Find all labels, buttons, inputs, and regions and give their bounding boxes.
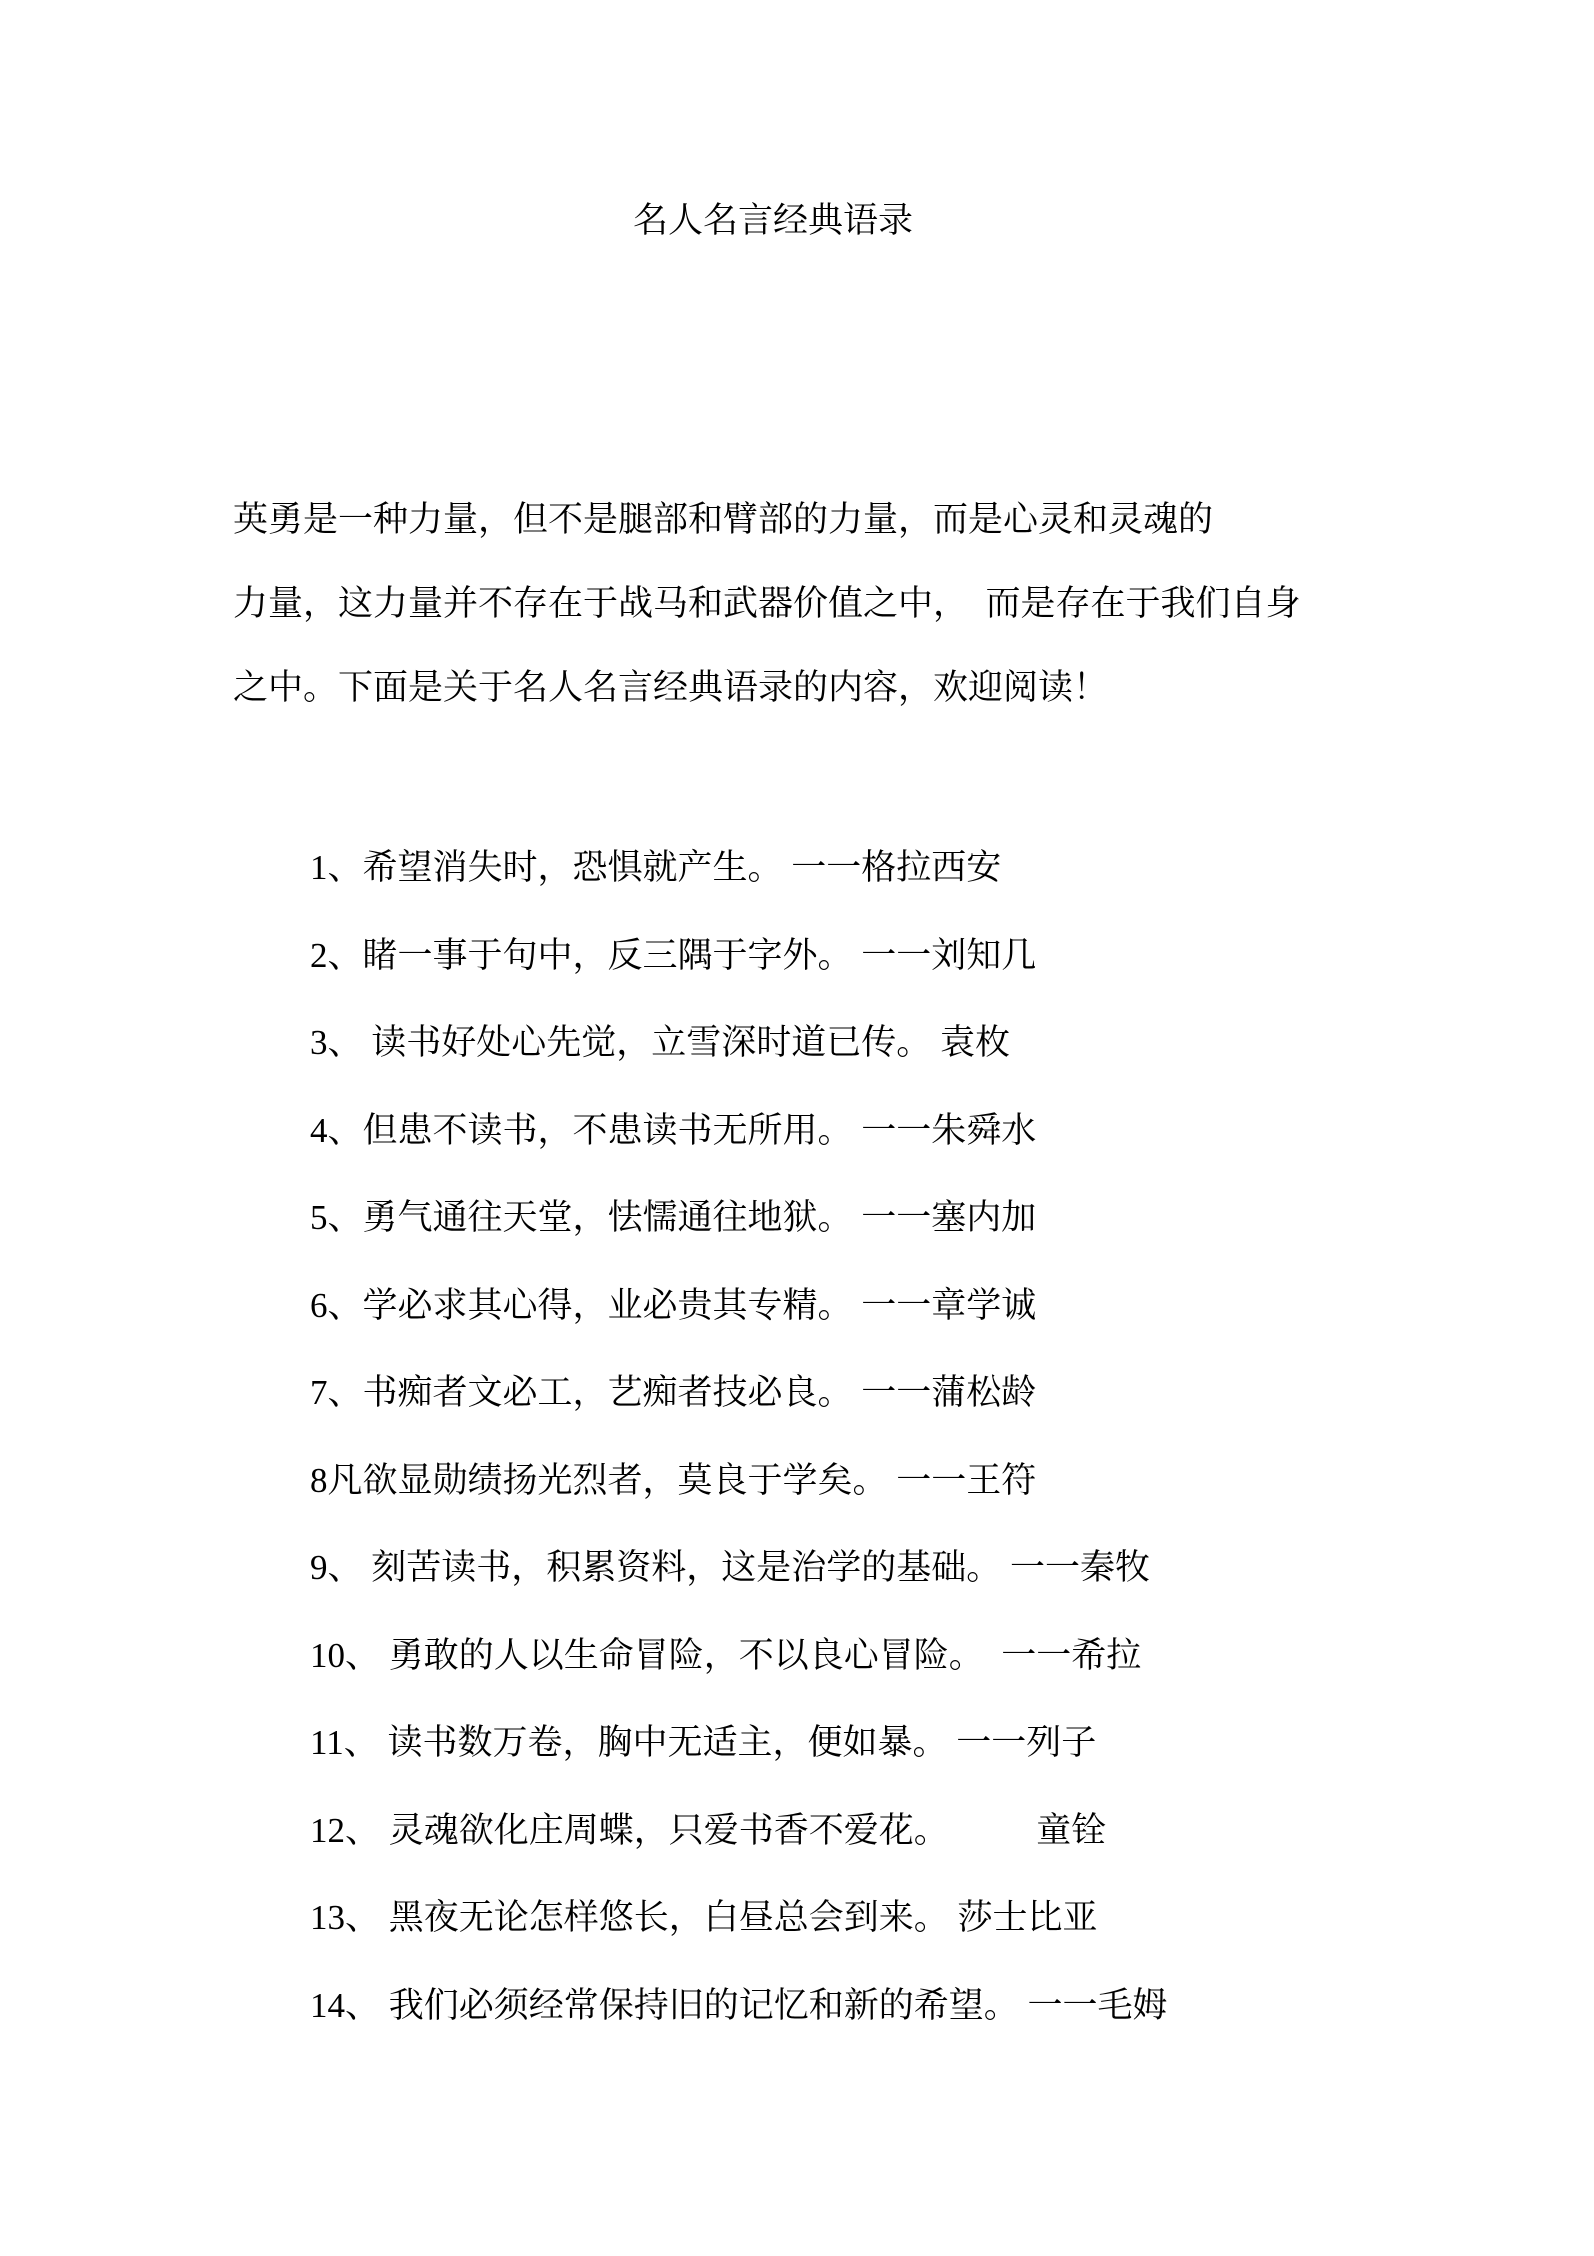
quote-item: 9、 刻苦读书，积累资料，这是治学的基础。 一一秦牧 <box>310 1548 1151 1587</box>
quote-item: 2、睹一事于句中，反三隅于字外。 一一刘知几 <box>310 935 1037 975</box>
quote-item: 1、希望消失时，恐惧就产生。 一一格拉西安 <box>310 848 1002 887</box>
page-title: 名人名言经典语录 <box>632 201 913 240</box>
quote-item: 10、 勇敢的人以生命冒险，不以良心冒险。 一一希拉 <box>310 1635 1142 1675</box>
quote-item: 4、但患不读书，不患读书无所用。 一一朱舜水 <box>310 1110 1037 1150</box>
quote-item: 7、书痴者文必工，艺痴者技必良。 一一蒲松龄 <box>310 1373 1037 1412</box>
quotes-list <box>310 824 1510 2049</box>
intro-paragraph-line: 英勇是一种力量，但不是腿部和臂部的力量，而是心灵和灵魂的 <box>233 500 1214 539</box>
quote-item: 6、学必求其心得，业必贵其专精。 一一章学诚 <box>310 1285 1037 1325</box>
quote-item: 14、 我们必须经常保持旧的记忆和新的希望。 一一毛姆 <box>310 1985 1168 2025</box>
quote-item: 13、 黑夜无论怎样悠长，白昼总会到来。 莎士比亚 <box>310 1898 1098 1937</box>
intro-paragraph-line: 力量，这力量并不存在于战马和武器价值之中， 而是存在于我们自身 <box>233 584 1301 623</box>
quote-item: 12、 灵魂欲化庄周蝶，只爱书香不爱花。 童铨 <box>310 1810 1107 1850</box>
quote-item: 5、勇气通往天堂，怯懦通往地狱。 一一塞内加 <box>310 1198 1037 1237</box>
quote-item: 3、 读书好处心先觉，立雪深时道已传。 袁枚 <box>310 1023 1011 1062</box>
intro-paragraph-line: 之中。下面是关于名人名言经典语录的内容，欢迎阅读！ <box>233 668 1109 707</box>
intro-paragraph <box>233 478 1373 730</box>
quote-item: 8凡欲显勋绩扬光烈者，莫良于学矣。 一一王符 <box>310 1460 1037 1500</box>
quote-item: 11、 读书数万卷，胸中无适主，便如暴。 一一列子 <box>310 1723 1097 1762</box>
